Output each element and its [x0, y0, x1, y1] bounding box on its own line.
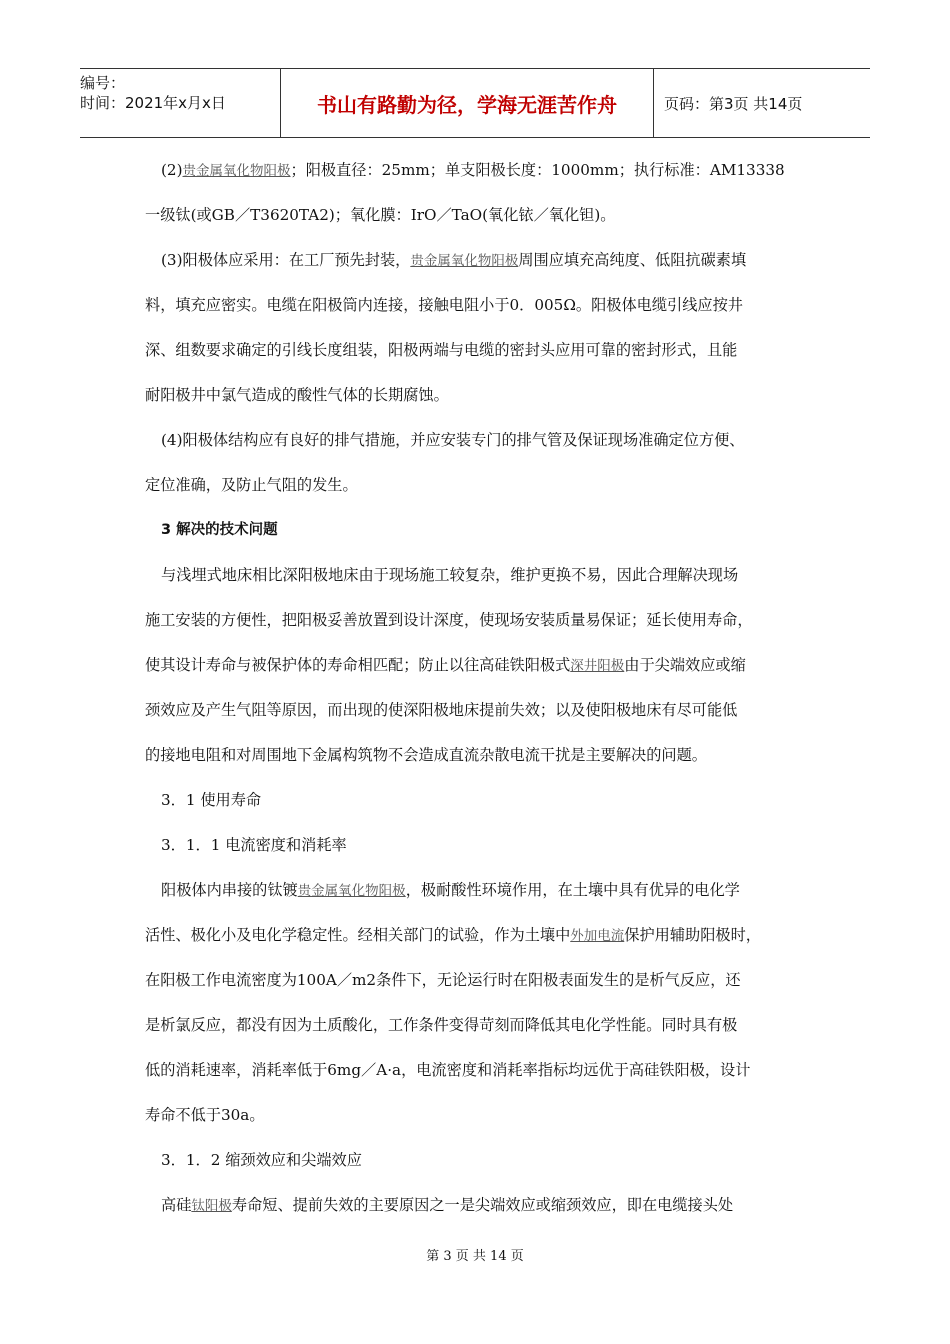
paragraph-line: 是析氯反应，都没有因为土质酸化，工作条件变得苛刻而降低其电化学性能。同时具有极: [145, 1016, 738, 1034]
number-label: 编号：: [80, 74, 126, 92]
header-meta: [80, 69, 281, 137]
paragraph-line: (3)阳极体应采用：在工厂预先封装，贵金属氧化物阳极周围应填充高纯度、低阻抗碳素填: [161, 251, 747, 269]
paragraph-line: 颈效应及产生气阻等原因，而出现的使深阳极地床提前失效；以及使阳极地床有尽可能低: [145, 701, 738, 719]
paragraph-line: 料，填充应密实。电缆在阳极筒内连接，接触电阻小于0．005Ω。阳极体电缆引线应按井: [145, 296, 743, 314]
paragraph-line: 与浅埋式地床相比深阳极地床由于现场施工较复杂，维护更换不易，因此合理解决现场: [161, 566, 739, 584]
section-heading: 3 解决的技术问题: [161, 522, 278, 538]
paragraph-line: 定位准确，及防止气阻的发生。: [145, 476, 358, 494]
paragraph-line: 阳极体内串接的钛镀贵金属氧化物阳极，极耐酸性环境作用，在土壤中具有优异的电化学: [161, 881, 740, 899]
header-page-info: 页码：第3页 共14页: [664, 94, 803, 113]
paragraph-line: 深、组数要求确定的引线长度组装，阳极两端与电缆的密封头应用可靠的密封形式，且能: [145, 341, 738, 359]
paragraph-line: (4)阳极体结构应有良好的排气措施，并应安装专门的排气管及保证现场准确定位方便、: [161, 431, 745, 449]
header-motto: 书山有路勤为径，学海无涯苦作舟: [281, 69, 654, 137]
subsection-heading: 3．1．2 缩颈效应和尖端效应: [161, 1151, 362, 1169]
paragraph-line: 寿命不低于30a。: [145, 1106, 265, 1124]
paragraph-line: (2)贵金属氧化物阳极；阳极直径：25mm；单支阳极长度：1000mm；执行标准：AM13338: [161, 161, 785, 179]
impressed-current-link[interactable]: 外加电流: [570, 928, 625, 944]
subsection-heading: 3．1 使用寿命: [161, 791, 262, 809]
paragraph-line: 耐阳极井中氯气造成的酸性气体的长期腐蚀。: [145, 386, 449, 404]
page-footer: 第 3 页 共 14 页: [426, 1249, 524, 1264]
titanium-anode-link[interactable]: 钛阳极: [191, 1198, 232, 1214]
noble-metal-anode-link[interactable]: 贵金属氧化物阳极: [297, 883, 406, 899]
paragraph-line: 一级钛(或GB／T3620TA2)；氧化膜：IrO／TaO(氧化铱／氧化钽)。: [145, 206, 616, 224]
noble-metal-anode-link[interactable]: 贵金属氧化物阳极: [182, 163, 291, 179]
paragraph-line: 的接地电阻和对周围地下金属构筑物不会造成直流杂散电流干扰是主要解决的问题。: [145, 746, 707, 764]
time-label: 时间：2021年x月x日: [80, 94, 226, 112]
paragraph-line: 在阳极工作电流密度为100A／m2条件下，无论运行时在阳极表面发生的是析气反应，还: [145, 971, 741, 989]
document-body: [145, 148, 813, 1228]
paragraph-line: 活性、极化小及电化学稳定性。经相关部门的试验，作为土壤中外加电流保护用辅助阳极时，: [145, 926, 761, 944]
paragraph-line: 施工安装的方便性，把阳极妥善放置到设计深度，使现场安装质量易保证；延长使用寿命，: [145, 611, 753, 629]
deep-well-anode-link[interactable]: 深井阳极: [570, 658, 625, 674]
paragraph-line: 使其设计寿命与被保护体的寿命相匹配；防止以往高硅铁阳极式深井阳极由于尖端效应或缩: [145, 656, 746, 674]
paragraph-line: 高硅钛阳极寿命短、提前失效的主要原因之一是尖端效应或缩颈效应，即在电缆接头处: [161, 1196, 734, 1214]
subsection-heading: 3．1．1 电流密度和消耗率: [161, 836, 347, 854]
noble-metal-anode-link[interactable]: 贵金属氧化物阳极: [410, 253, 519, 269]
page-header: [80, 68, 870, 138]
paragraph-line: 低的消耗速率，消耗率低于6mg／A·a，电流密度和消耗率指标均远优于高硅铁阳极，设计: [145, 1061, 751, 1079]
